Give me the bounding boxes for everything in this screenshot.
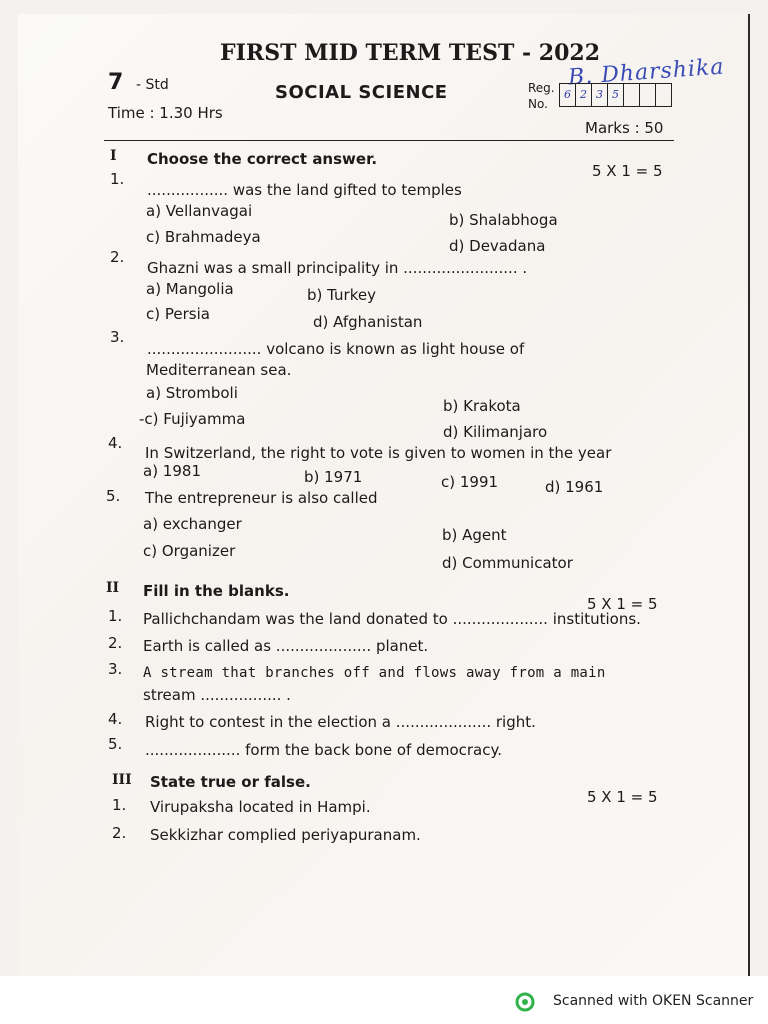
handwritten-student-name: B. Dharshika — [567, 54, 726, 91]
question-text: Sekkizhar complied periyapuranam. — [150, 826, 421, 844]
question-text: ........................ volcano is known as light house of — [147, 340, 525, 358]
question-number: 1. — [108, 607, 123, 625]
reg-digit-box: 5 — [607, 83, 624, 107]
option-a: a) 1981 — [143, 462, 201, 480]
question-number: 4. — [108, 434, 123, 452]
question-text: A stream that branches off and flows away from a main — [143, 665, 606, 681]
option-a: a) exchanger — [143, 515, 242, 533]
option-d: d) Devadana — [449, 237, 546, 255]
header-divider — [104, 140, 674, 141]
time-allowed: Time : 1.30 Hrs — [108, 104, 223, 122]
standard-number: 7 — [108, 70, 124, 95]
question-text: Right to contest in the election a .................... right. — [145, 713, 536, 731]
scanner-logo-icon — [515, 992, 535, 1012]
option-a: a) Mangolia — [146, 280, 234, 298]
question-text: Virupaksha located in Hampi. — [150, 798, 371, 816]
option-c: c) Organizer — [143, 542, 236, 560]
question-text: Earth is called as .................... planet. — [143, 637, 429, 655]
option-b: b) Shalabhoga — [449, 211, 558, 229]
section2-heading: Fill in the blanks. — [143, 582, 290, 600]
question-text: .................... form the back bone of democracy. — [145, 741, 502, 759]
section2-marks: 5 X 1 = 5 — [587, 595, 658, 613]
reg-digit-box — [639, 83, 656, 107]
option-a: a) Vellanvagai — [146, 202, 253, 220]
section1-roman: I — [110, 148, 117, 164]
question-number: 3. — [110, 328, 125, 346]
section2-roman: II — [106, 580, 120, 596]
total-marks: Marks : 50 — [585, 119, 664, 137]
question-number: 2. — [110, 248, 125, 266]
question-number: 2. — [108, 634, 123, 652]
reg-digit-box: 3 — [591, 83, 608, 107]
option-d: d) Kilimanjaro — [443, 423, 548, 441]
option-b: b) 1971 — [304, 468, 363, 486]
question-text: ................. was the land gifted to temples — [147, 181, 462, 199]
option-c: c) Brahmadeya — [146, 228, 261, 246]
subject-title: SOCIAL SCIENCE — [275, 82, 448, 103]
question-text: In Switzerland, the right to vote is given to women in the year — [145, 444, 612, 462]
reg-digit-box: 2 — [575, 83, 592, 107]
question-number: 4. — [108, 710, 123, 728]
option-d: d) Communicator — [442, 554, 573, 572]
section3-heading: State true or false. — [150, 773, 311, 791]
option-b: b) Agent — [442, 526, 507, 544]
option-b: b) Turkey — [307, 286, 376, 304]
question-text: Pallichchandam was the land donated to .................... institutions. — [143, 610, 641, 628]
reg-digit-box — [623, 83, 640, 107]
option-d: d) 1961 — [545, 478, 604, 496]
section3-roman: III — [112, 772, 132, 788]
question-number: 3. — [108, 660, 123, 678]
question-text-continued: stream ................. . — [143, 686, 291, 704]
section1-heading: Choose the correct answer. — [147, 150, 378, 168]
question-number: 5. — [106, 487, 121, 505]
reg-digit-box: 6 — [559, 83, 576, 107]
question-text-continued: Mediterranean sea. — [146, 361, 292, 379]
question-text: Ghazni was a small principality in ........................ . — [147, 259, 528, 277]
section1-marks: 5 X 1 = 5 — [592, 162, 663, 180]
option-d: d) Afghanistan — [313, 313, 423, 331]
question-number: 1. — [110, 170, 125, 188]
question-text: The entrepreneur is also called — [145, 489, 378, 507]
question-number: 5. — [108, 735, 123, 753]
reg-no-label: Reg. No. — [528, 81, 555, 111]
question-number: 2. — [112, 824, 127, 842]
exam-title: FIRST MID TERM TEST - 2022 — [220, 40, 601, 66]
reg-digit-box — [655, 83, 672, 107]
option-b: b) Krakota — [443, 397, 521, 415]
reg-number-boxes — [560, 83, 672, 107]
question-number: 1. — [112, 796, 127, 814]
standard-label: - Std — [136, 77, 169, 93]
scanner-watermark-text: Scanned with OKEN Scanner — [553, 993, 754, 1009]
option-c: c) 1991 — [441, 473, 499, 491]
option-c: -c) Fujiyamma — [139, 410, 246, 428]
section3-marks: 5 X 1 = 5 — [587, 788, 658, 806]
option-a: a) Stromboli — [146, 384, 238, 402]
option-c: c) Persia — [146, 305, 210, 323]
